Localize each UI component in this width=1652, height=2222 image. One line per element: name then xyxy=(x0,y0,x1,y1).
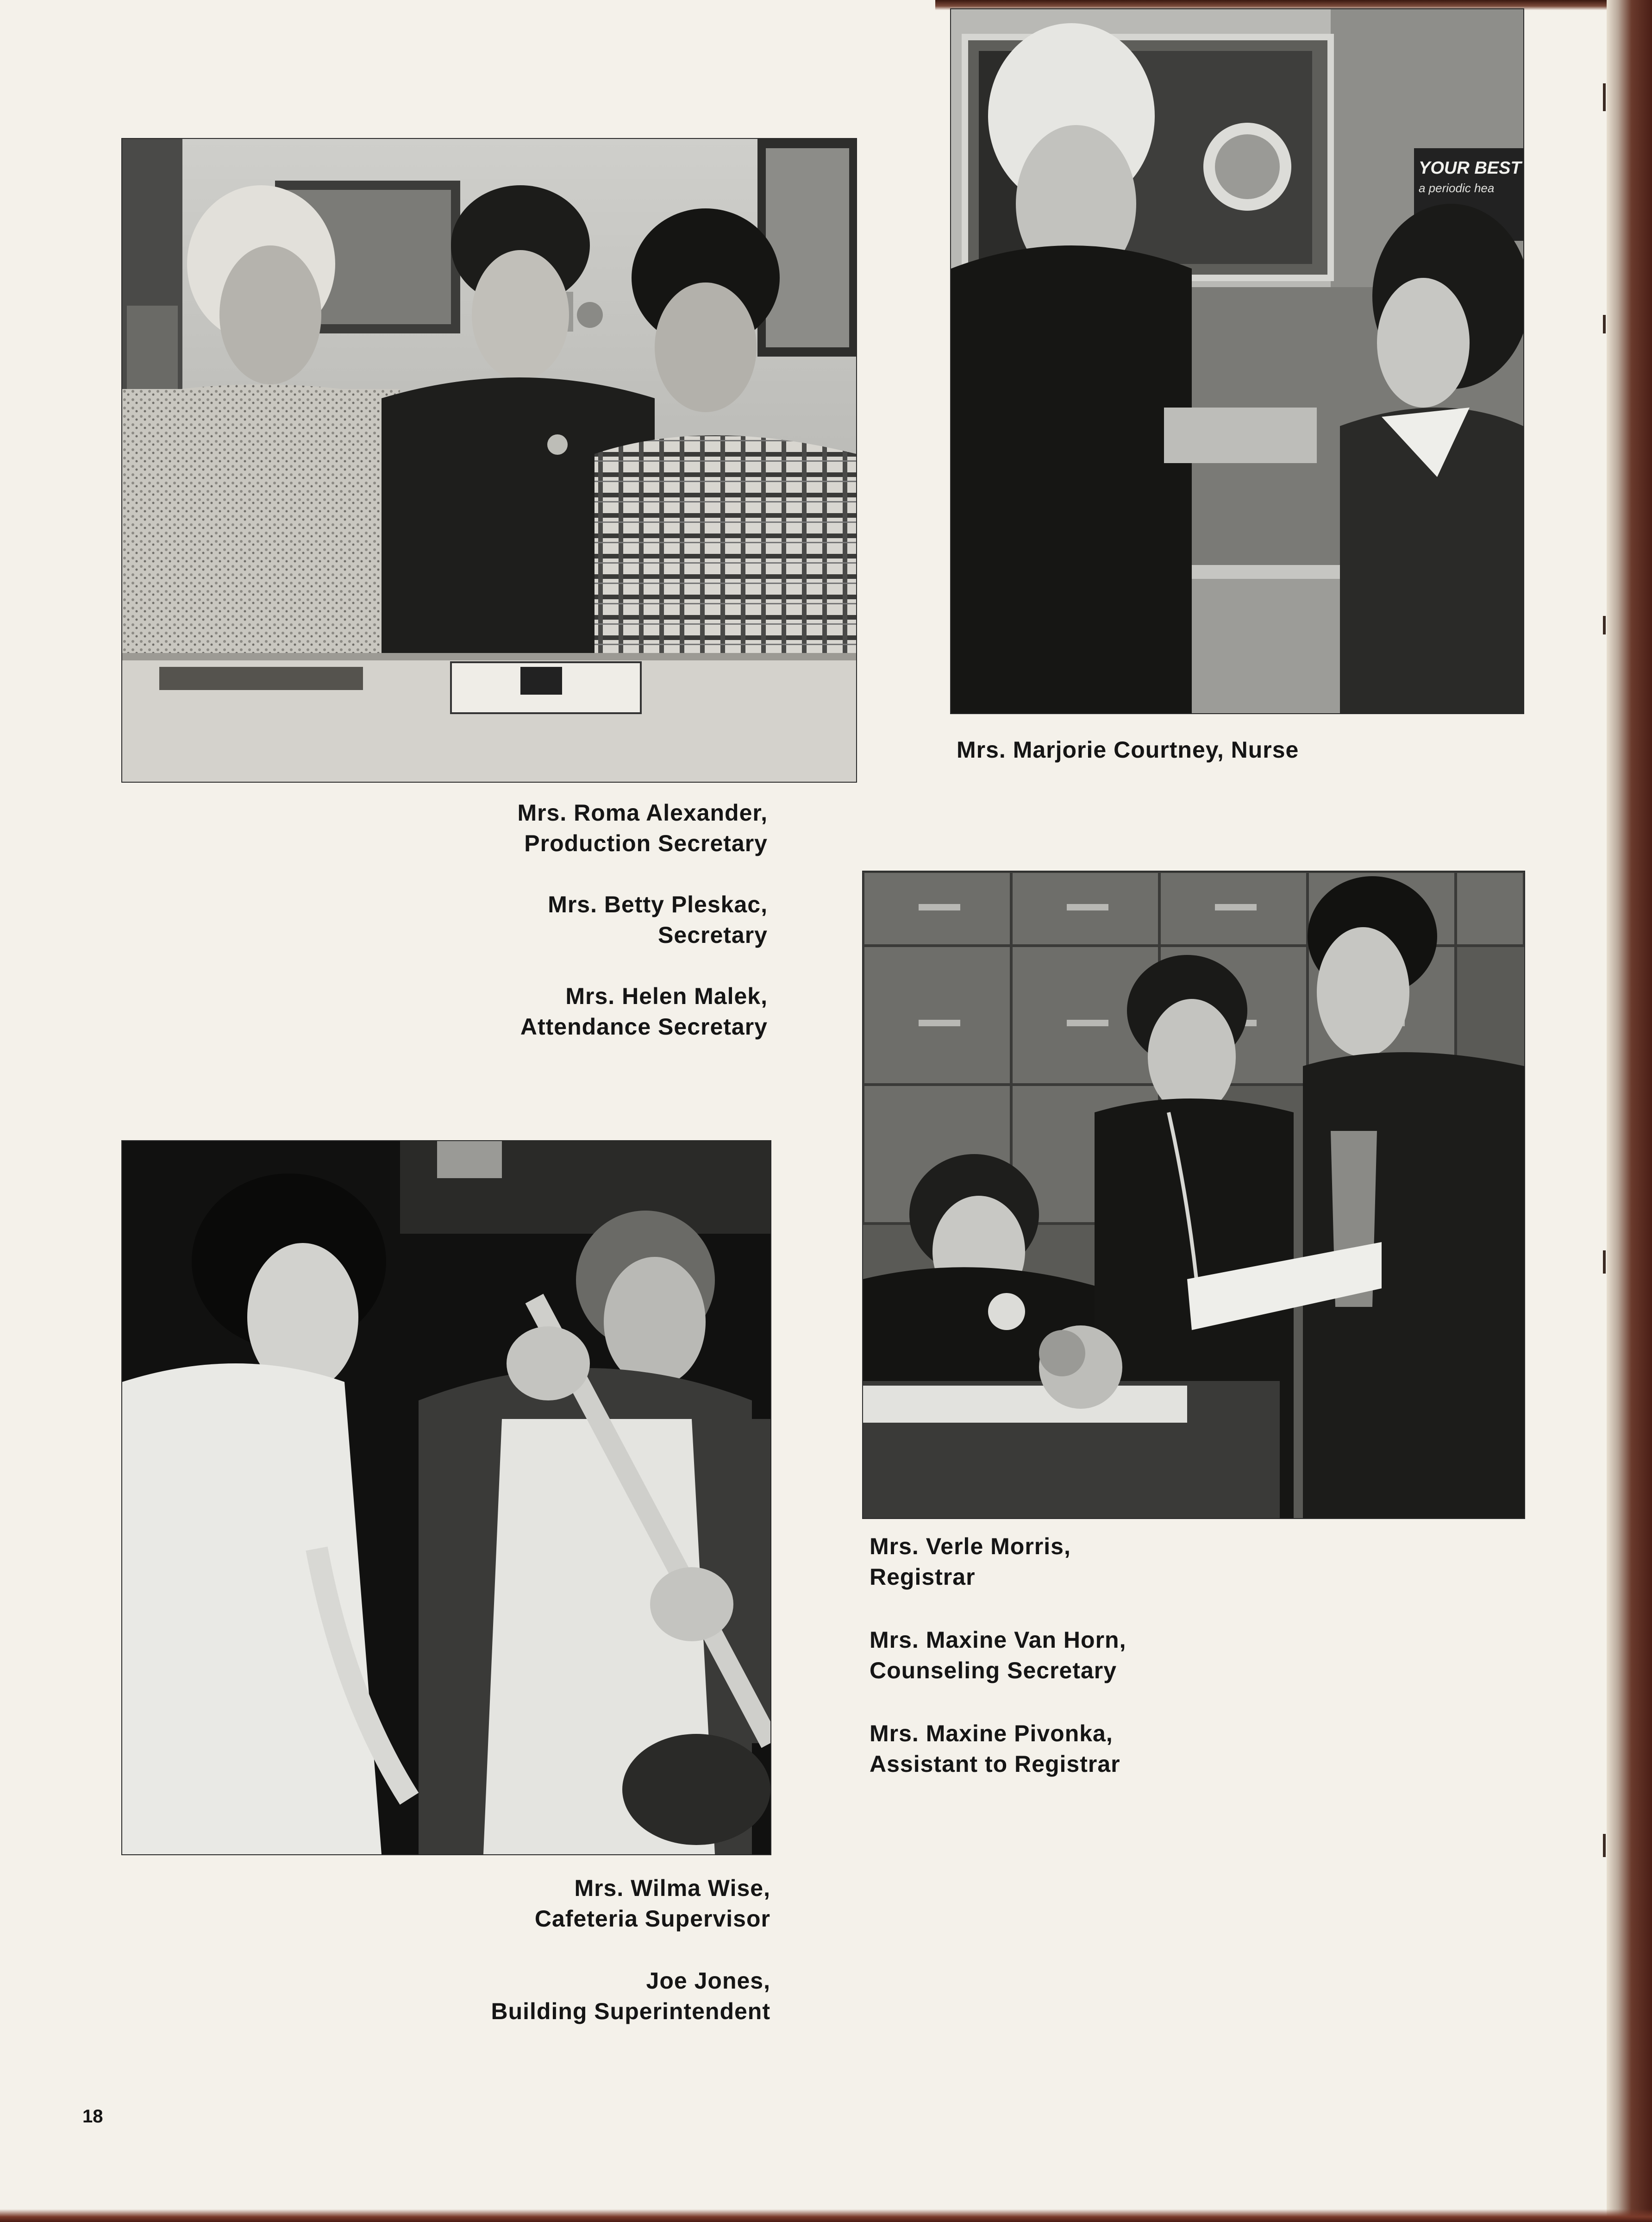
caption-name: Mrs. Roma Alexander, xyxy=(517,800,768,826)
caption-title: Cafeteria Supervisor xyxy=(534,1906,770,1932)
caption-title: Attendance Secretary xyxy=(520,1014,768,1040)
page-edge-binding xyxy=(1607,0,1652,2222)
margin-mark xyxy=(1603,1834,1606,1857)
caption-betty-pleskac xyxy=(417,889,768,950)
caption-title: Secretary xyxy=(658,922,768,948)
page-number: 18 xyxy=(82,2106,103,2127)
photo-secretaries-image xyxy=(122,139,856,782)
margin-mark xyxy=(1603,616,1606,634)
caption-name: Mrs. Verle Morris, xyxy=(870,1533,1071,1559)
caption-title: Production Secretary xyxy=(524,830,768,856)
photo-registrar-image xyxy=(863,872,1524,1518)
caption-verle-morris xyxy=(870,1531,1286,1592)
caption-name: Mrs. Wilma Wise, xyxy=(574,1875,770,1901)
caption-name-title: Mrs. Marjorie Courtney, Nurse xyxy=(957,737,1299,763)
nurse-poster-headline: YOUR BEST xyxy=(1419,158,1521,178)
caption-wilma-wise xyxy=(417,1873,770,1934)
caption-name: Mrs. Maxine Van Horn, xyxy=(870,1627,1126,1653)
caption-name: Mrs. Maxine Pivonka, xyxy=(870,1720,1113,1746)
caption-maxine-van-horn xyxy=(870,1625,1286,1686)
caption-name: Joe Jones, xyxy=(646,1968,770,1994)
caption-title: Counseling Secretary xyxy=(870,1657,1117,1683)
photo-nurse xyxy=(950,8,1524,714)
photo-cafeteria xyxy=(121,1140,771,1855)
caption-name: Mrs. Betty Pleskac, xyxy=(548,891,768,917)
caption-marjorie-courtney xyxy=(957,734,1373,765)
photo-cafeteria-image xyxy=(122,1141,770,1854)
margin-mark xyxy=(1603,315,1606,333)
caption-title: Registrar xyxy=(870,1564,976,1590)
caption-roma-alexander xyxy=(417,797,768,859)
photo-registrar xyxy=(862,871,1525,1519)
photo-secretaries xyxy=(121,138,857,783)
caption-title: Assistant to Registrar xyxy=(870,1751,1120,1777)
caption-joe-jones xyxy=(417,1965,770,2027)
margin-mark xyxy=(1603,83,1606,111)
photo-nurse-image xyxy=(951,9,1523,713)
nurse-poster-subline: a periodic hea xyxy=(1419,181,1495,195)
caption-name: Mrs. Helen Malek, xyxy=(565,983,768,1009)
caption-maxine-pivonka xyxy=(870,1718,1286,1779)
margin-mark xyxy=(1603,1250,1606,1274)
caption-helen-malek xyxy=(417,981,768,1042)
page-edge-bottom xyxy=(0,2209,1652,2222)
caption-title: Building Superintendent xyxy=(491,1998,770,2024)
